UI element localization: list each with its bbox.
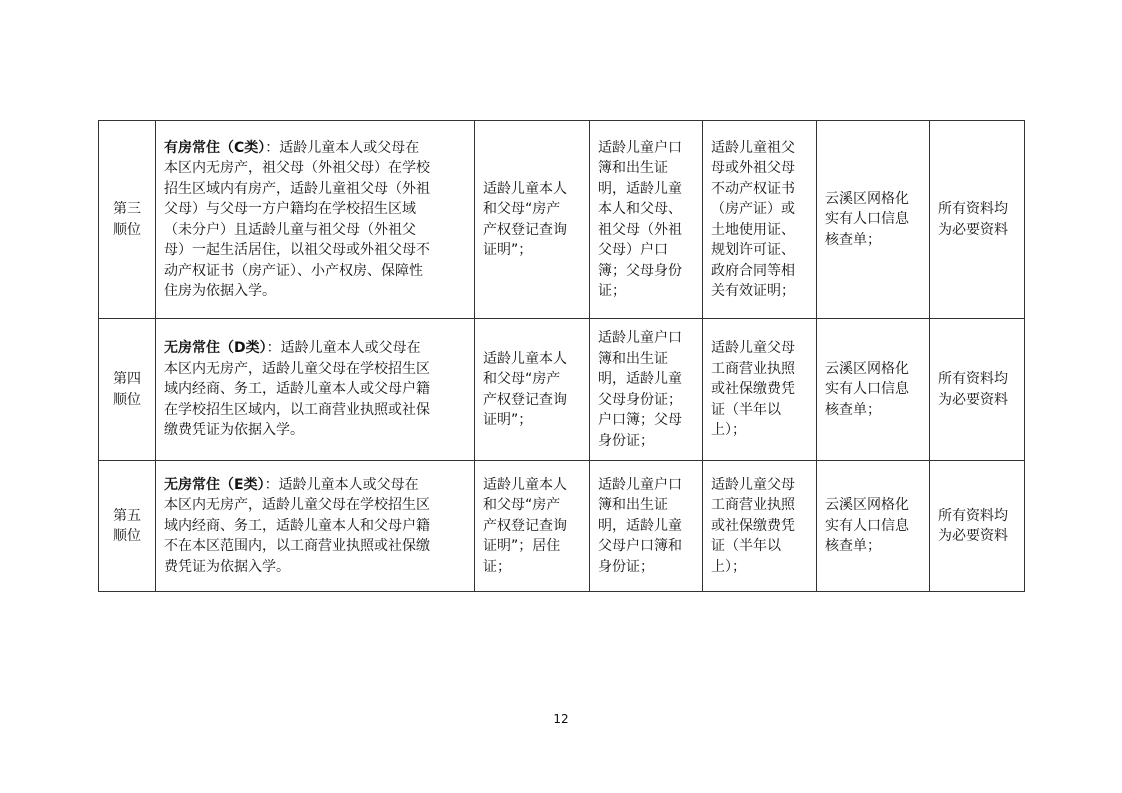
cell-text-line: 为必要资料 <box>938 221 1008 238</box>
condition-first-text: ：适龄儿童本人或父母在 <box>265 139 420 156</box>
cell-text-line: 为必要资料 <box>938 391 1008 408</box>
cell-text-line: 明，适龄儿童 <box>598 180 682 197</box>
condition-first-text: ：适龄儿童本人或父母在 <box>266 340 421 357</box>
cell-text-line: 核查单； <box>825 401 881 418</box>
order-cell <box>99 121 156 319</box>
verification-cell <box>817 121 930 319</box>
cell-text-line: 所有资料均 <box>938 507 1008 524</box>
cell-text-line: 实有人口信息 <box>825 211 909 228</box>
cell-text-line: 祖父母（外祖 <box>598 221 682 238</box>
cell-text-line: 第三 <box>113 201 141 217</box>
property-proof-cell <box>475 461 590 592</box>
cell-text-line: 适龄儿童父母 <box>711 340 795 357</box>
cell-text-line: 费凭证为依据入学。 <box>164 558 290 575</box>
cell-text-line: 证明”； <box>483 412 533 428</box>
cell-text-line: 顺位 <box>113 221 141 238</box>
cell-text-line: 证（半年以 <box>711 538 781 555</box>
cell-text-line: 簿和出生证 <box>598 497 668 514</box>
cell-text-line: 适龄儿童户口 <box>598 476 682 493</box>
cell-text-line: 适龄儿童父母 <box>711 476 795 493</box>
cell-text-line: （房产证）或 <box>711 201 795 217</box>
table-row <box>99 319 1025 461</box>
cell-text-line: 动产权证书（房产证）、小产权房、保障性 <box>164 262 423 279</box>
property-proof-cell <box>475 121 590 319</box>
cell-text-line: 父母）户口 <box>598 242 668 258</box>
cell-text-line: 住房为依据入学。 <box>164 283 276 299</box>
cell-text-line: 簿和出生证 <box>598 160 668 176</box>
cell-text-line: 所有资料均 <box>938 201 1008 217</box>
cell-text-line: 顺位 <box>113 528 141 544</box>
condition-first-text: ：适龄儿童本人或父母在 <box>264 476 419 493</box>
table-row <box>99 461 1025 592</box>
cell-text-line: 不在本区范围内，以工商营业执照或社保缴 <box>164 538 430 555</box>
condition-first-line <box>164 475 466 496</box>
other-proof-cell <box>703 121 817 319</box>
cell-text-line: 第四 <box>113 371 141 387</box>
cell-text-line: 或社保缴费凭 <box>711 517 795 534</box>
verification-cell <box>817 319 930 461</box>
cell-text-line: 实有人口信息 <box>825 381 909 398</box>
condition-title: 有房常住（C类） <box>164 139 266 156</box>
cell-text-line: 本区内无房产，祖父母（外祖父母）在学校 <box>164 160 430 176</box>
cell-text-line: 证； <box>598 283 626 299</box>
other-proof-cell <box>703 319 817 461</box>
cell-text-line: 产权登记查询 <box>483 517 567 534</box>
cell-text-line: 域内经商、务工，适龄儿童本人或父母户籍 <box>164 381 430 398</box>
order-cell <box>99 461 156 592</box>
cell-text-line: 父母）与父母一方户籍均在学校招生区域 <box>164 201 416 217</box>
cell-text-line: 和父母“房产 <box>483 371 561 387</box>
cell-text-line: 云溪区网格化 <box>825 497 909 514</box>
condition-title: 无房常住（D类） <box>164 340 267 357</box>
cell-text-line: 顺位 <box>113 391 141 408</box>
cell-text-line: 本区内无房产，适龄儿童父母在学校招生区 <box>164 360 430 377</box>
cell-text-line: 云溪区网格化 <box>825 360 909 377</box>
household-proof-cell <box>590 121 703 319</box>
cell-text-line: 招生区域内有房产，适龄儿童祖父母（外祖 <box>164 180 430 197</box>
cell-text-line: 母或外祖父母 <box>711 160 795 176</box>
cell-text-line: 在学校招生区域内，以工商营业执照或社保 <box>164 401 430 418</box>
cell-text-line: 户口簿；父母 <box>598 412 682 428</box>
cell-text-line: 工商营业执照 <box>711 497 795 514</box>
cell-text-line: 身份证； <box>598 558 654 575</box>
cell-text-line: 所有资料均 <box>938 371 1008 387</box>
cell-text-line: 适龄儿童本人 <box>483 350 567 367</box>
other-proof-cell <box>703 461 817 592</box>
cell-text-line: 父母身份证； <box>598 391 682 408</box>
cell-text-line: 产权登记查询 <box>483 221 567 238</box>
note-cell <box>930 121 1025 319</box>
cell-text-line: 适龄儿童户口 <box>598 139 682 156</box>
cell-text-line: 域内经商、务工，适龄儿童本人和父母户籍 <box>164 517 430 534</box>
cell-text-line: 明，适龄儿童 <box>598 517 682 534</box>
cell-text-line: 工商营业执照 <box>711 360 795 377</box>
cell-text-line: 实有人口信息 <box>825 517 909 534</box>
table-row <box>99 121 1025 319</box>
cell-text-line: 本区内无房产，适龄儿童父母在学校招生区 <box>164 497 430 514</box>
cell-text-line: 本人和父母、 <box>598 201 682 217</box>
cell-text-line: 核查单； <box>825 538 881 555</box>
page-number: 12 <box>553 712 569 726</box>
cell-text-line: 明，适龄儿童 <box>598 371 682 387</box>
cell-text-line: 和父母“房产 <box>483 497 561 514</box>
cell-text-line: 关有效证明； <box>711 283 795 299</box>
cell-text-line: 母）一起生活居住，以祖父母或外祖父母不 <box>164 242 430 258</box>
cell-text-line: 证（半年以 <box>711 401 781 418</box>
cell-text-line: 和父母“房产 <box>483 201 561 217</box>
cell-text-line: 证明”； <box>483 242 533 258</box>
cell-text-line: 为必要资料 <box>938 528 1008 544</box>
cell-text-line: 适龄儿童户口 <box>598 330 682 346</box>
cell-text-line: 云溪区网格化 <box>825 190 909 207</box>
condition-title: 无房常住（E类） <box>164 476 265 493</box>
condition-first-line <box>164 338 466 359</box>
cell-text-line: 不动产权证书 <box>711 180 795 197</box>
property-proof-cell <box>475 319 590 461</box>
note-cell <box>930 461 1025 592</box>
cell-text-line: 核查单； <box>825 231 881 248</box>
cell-text-line: 身份证； <box>598 432 654 449</box>
cell-text-line: 父母户口簿和 <box>598 538 682 555</box>
cell-text-line: 证明”；居住 <box>483 538 561 555</box>
cell-text-line: 适龄儿童本人 <box>483 476 567 493</box>
cell-text-line: 证； <box>483 558 511 575</box>
cell-text-line: 上）； <box>711 422 746 439</box>
condition-cell <box>156 121 475 319</box>
order-cell <box>99 319 156 461</box>
verification-cell <box>817 461 930 592</box>
cell-text-line: 政府合同等相 <box>711 262 795 279</box>
cell-text-line: 适龄儿童祖父 <box>711 139 795 156</box>
condition-first-line <box>164 138 466 159</box>
cell-text-line: 规划许可证、 <box>711 242 795 258</box>
cell-text-line: 簿；父母身份 <box>598 262 682 279</box>
cell-text-line: 适龄儿童本人 <box>483 180 567 197</box>
household-proof-cell <box>590 461 703 592</box>
cell-text-line: 第五 <box>113 507 141 524</box>
note-cell <box>930 319 1025 461</box>
cell-text-line: 上）； <box>711 558 746 575</box>
cell-text-line: 土地使用证、 <box>711 221 795 238</box>
cell-text-line: 或社保缴费凭 <box>711 381 795 398</box>
cell-text-line: 缴费凭证为依据入学。 <box>164 422 304 439</box>
condition-cell <box>156 319 475 461</box>
cell-text-line: 产权登记查询 <box>483 391 567 408</box>
requirements-table <box>98 120 1025 592</box>
household-proof-cell <box>590 319 703 461</box>
cell-text-line: 簿和出生证 <box>598 350 668 367</box>
cell-text-line: （未分户）且适龄儿童与祖父母（外祖父 <box>164 221 416 238</box>
condition-cell <box>156 461 475 592</box>
